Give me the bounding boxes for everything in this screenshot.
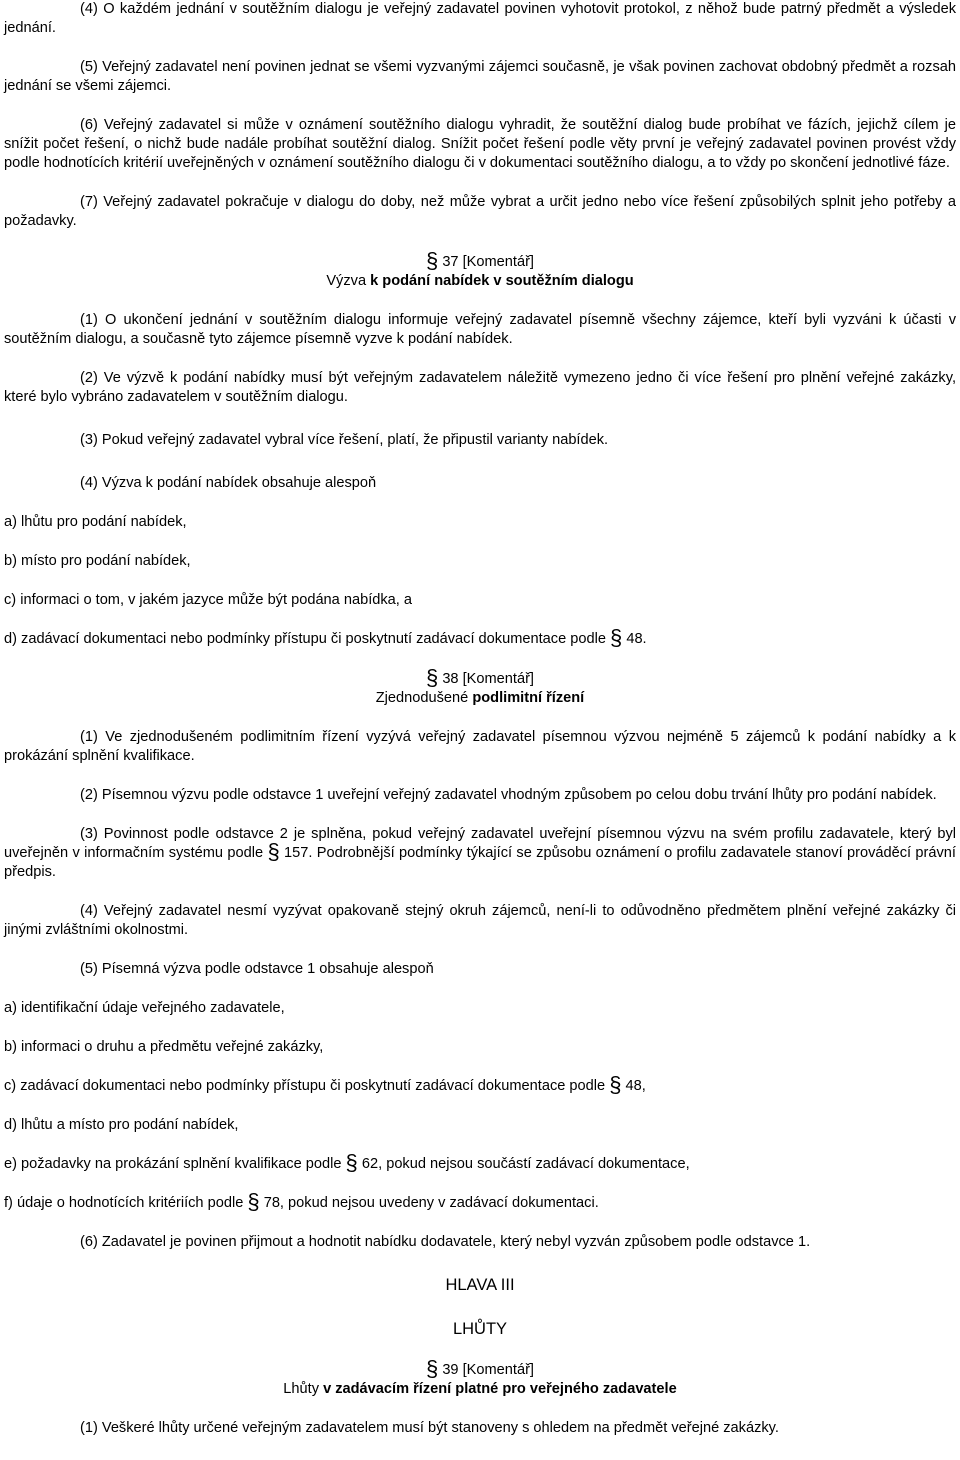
section-37-number-line [4,248,956,273]
s37-item-d [4,625,956,650]
section-number: 38 [442,671,459,687]
s37-item-c: c) informaci o tom, v jakém jazyce může být podána nabídka, a [4,592,413,608]
s38-paragraph-3 [4,825,956,882]
section-title-plain: Lhůty [283,1381,319,1397]
s37-item-b: b) místo pro podání nabídek, [4,553,191,569]
section-symbol: § [609,1072,622,1097]
s38-item-f [4,1189,956,1214]
s38-paragraph-6: (6) Zadavatel je povinen přijmout a hodnotit nabídku dodavatele, který nebyl vyzván způsobem podle odstavce 1. [80,1234,811,1250]
section-symbol: § [247,1189,260,1214]
paragraph-7-dialog-continuation: (7) Veřejný zadavatel pokračuje v dialogu do doby, než může vybrat a určit jedno nebo více řešení způsobilých splnit jeho potřeby a požadavky. [4,194,956,229]
s38-item-b: b) informaci o druhu a předmětu veřejné zakázky, [4,1039,324,1055]
section-reference-link[interactable]: 78, pokud nejsou uvedeny v zadávací dokumentaci. [263,1195,599,1211]
section-title-plain: Zjednodušené [375,690,469,706]
s37-paragraph-1: (1) O ukončení jednání v soutěžním dialogu informuje veřejný zadavatel písemně všechny zájemce, kteří byli vyzváni k účasti v soutěžním dialogu, a současně tyto zájemce písemně vyzve k podání nabídek. [4,312,956,347]
section-title-plain: Výzva [326,273,367,289]
section-number: 39 [442,1362,459,1378]
section-reference-link[interactable]: 62, pokud nejsou součástí zadávací dokumentace, [361,1156,690,1172]
item-text: e) požadavky na prokázání splnění kvalifikace podle [4,1156,342,1172]
s38-paragraph-5: (5) Písemná výzva podle odstavce 1 obsahuje alespoň [80,961,434,977]
section-38-number-line [4,665,956,690]
section-39-title [4,1380,956,1399]
section-37-heading [4,248,956,291]
paragraph-6-dialog-phases: (6) Veřejný zadavatel si může v oznámení soutěžního dialogu vyhradit, že soutěžní dialog bude probíhat ve fázích, jejichž cílem je snížit počet řešení, o nichž bude nadále probíhat soutěžní dialog. Snížit počet řešení podle věty první je veřejný zadavatel povinen provést vždy podle hodnotících kritérií uveřejněných v oznámení soutěžního dialogu či v dokumentaci soutěžního dialogu, a to vždy po skončení jednotlivé fáze. [4,117,956,171]
paragraph-5-dialog-parity: (5) Veřejný zadavatel není povinen jednat se všemi vyzvanými zájemci současně, je však povinen zachovat obdobný předmět a rozsah jednání se všemi zájemci. [4,59,956,94]
paragraph-text: Podrobnější podmínky týkající se způsobu oznámení o profilu zadavatele stanoví prováděcí právní předpis. [4,845,956,880]
s37-item-a: a) lhůtu pro podání nabídek, [4,514,187,530]
s38-paragraph-4: (4) Veřejný zadavatel nesmí vyzývat opakovaně stejný okruh zájemců, není-li to odůvodněno předmětem plnění veřejné zakázky či jinými zvláštními okolnostmi. [4,903,956,938]
section-title-bold: k podání nabídek v soutěžním dialogu [370,273,634,289]
item-text: c) zadávací dokumentaci nebo podmínky přístupu či poskytnutí zadávací dokumentace podle [4,1078,606,1094]
section-title-bold: v zadávacím řízení platné pro veřejného zadavatele [323,1381,677,1397]
s38-paragraph-2: (2) Písemnou výzvu podle odstavce 1 uveřejní veřejný zadavatel vhodným způsobem po celou dobu trvání lhůty pro podání nabídek. [80,787,937,803]
section-38-heading [4,665,956,708]
paragraph-4-dialog-protocol: (4) O každém jednání v soutěžním dialogu je veřejný zadavatel povinen vyhotovit protokol, z něhož bude patrný předmět a výsledek jednání. [4,1,956,36]
s38-item-c [4,1072,956,1097]
s39-paragraph-1: (1) Veškeré lhůty určené veřejným zadavatelem musí být stanoveny s ohledem na předmět veřejné zakázky. [80,1420,779,1436]
paragraph-text: (3) Povinnost podle odstavce 2 je splněna, pokud veřejný zadavatel uveřejní písemnou výzvu na svém profilu zadavatele, který byl uveřejněn v informačním systému podle [4,826,956,861]
section-38-title [4,689,956,708]
s37-paragraph-4: (4) Výzva k podání nabídek obsahuje alespoň [80,475,377,491]
s38-paragraph-1: (1) Ve zjednodušeném podlimitním řízení vyzývá veřejný zadavatel písemnou výzvou nejméně 5 zájemců k podání nabídky a k prokázání splnění kvalifikace. [4,729,956,764]
section-symbol: § [345,1150,358,1175]
section-39-heading [4,1356,956,1399]
comment-link[interactable]: [Komentář] [462,671,534,687]
comment-link[interactable]: [Komentář] [462,254,534,270]
s38-item-e [4,1150,956,1175]
chapter-heading: HLAVA III [445,1276,515,1294]
section-symbol: § [426,1356,439,1381]
section-37-title [4,272,956,291]
section-symbol: § [426,248,439,273]
comment-link[interactable]: [Komentář] [462,1362,534,1378]
section-reference-link[interactable]: 157. [284,845,313,861]
item-text: f) údaje o hodnotících kritériích podle [4,1195,244,1211]
section-title-bold: podlimitní řízení [472,690,585,706]
section-symbol: § [426,665,439,690]
section-number: 37 [442,254,459,270]
section-symbol: § [610,625,623,650]
section-reference-link[interactable]: 48. [626,631,647,647]
section-39-number-line [4,1356,956,1381]
s37-paragraph-3: (3) Pokud veřejný zadavatel vybral více řešení, platí, že připustil varianty nabídek. [80,432,609,448]
section-reference-link[interactable]: 48, [625,1078,646,1094]
s38-item-d: d) lhůtu a místo pro podání nabídek, [4,1117,239,1133]
chapter-title: LHŮTY [452,1320,508,1338]
s37-paragraph-2: (2) Ve výzvě k podání nabídky musí být veřejným zadavatelem náležitě vymezeno jedno či více řešení pro plnění veřejné zakázky, které bylo vybráno zadavatelem v soutěžním dialogu. [4,370,956,405]
section-symbol: § [267,839,280,864]
item-text: d) zadávací dokumentaci nebo podmínky přístupu či poskytnutí zadávací dokumentace podle [4,631,606,647]
s38-item-a: a) identifikační údaje veřejného zadavatele, [4,1000,285,1016]
